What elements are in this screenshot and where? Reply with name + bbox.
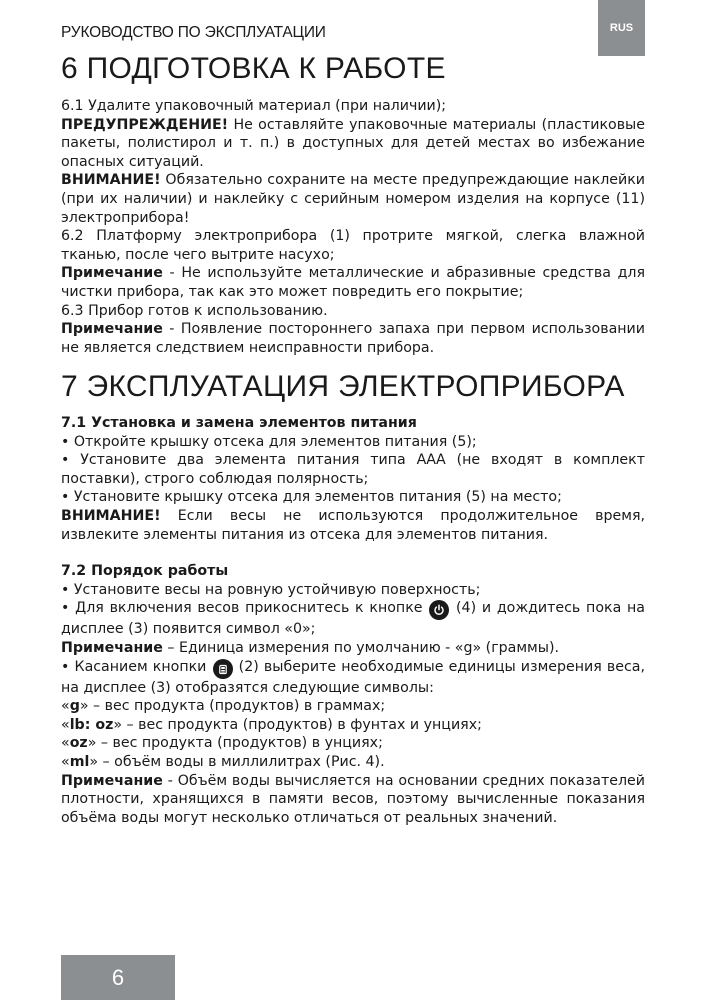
- note-text: – Единица измерения по умолчанию - «g» (граммы).: [162, 639, 559, 656]
- power-icon: [429, 600, 449, 620]
- bullet-install-batteries: • Установите два элемента питания типа ААА (не входят в комплект поставки), строго соблюдая полярность;: [61, 452, 645, 487]
- bullet-text: (2) выберите необходимые единицы измерения веса, на дисплее (3) отобразятся следующие символы:: [61, 658, 645, 696]
- note-label: Примечание: [61, 772, 163, 789]
- language-tab: RUS: [598, 0, 645, 56]
- unit-symbol: oz: [69, 735, 88, 752]
- section-6-body: [61, 97, 645, 357]
- bullet-text: • Для включения весов прикоснитесь к кнопке: [61, 600, 429, 617]
- note-text: - Не используйте металлические и абразивные средства для чистки прибора, так как это может повредить его покрытие;: [61, 265, 645, 300]
- attention-text: Обязательно сохраните на месте предупреждающие наклейки (при их наличии) и наклейку с серийным номером изделия на корпусе (11) электроприбора!: [61, 172, 645, 226]
- bullet-open-cover: • Откройте крышку отсека для элементов питания (5);: [61, 433, 477, 450]
- section-6-title: 6 ПОДГОТОВКА К РАБОТЕ: [61, 52, 446, 85]
- note-text: - Объём воды вычисляется на основании средних показателей плотности, хранящихся в памяти весов, поэтому вычисленные показания объёма воды могут несколько отличаться от реальных значений.: [61, 772, 645, 826]
- unit-icon: [213, 659, 233, 679]
- attention-label: ВНИМАНИЕ!: [61, 172, 161, 189]
- bullet-text: (4) и дождитесь пока на дисплее (3) появится символ «0»;: [61, 600, 645, 638]
- attention-text: Если весы не используются продолжительное время, извлеките элементы питания из отсека для элементов питания.: [61, 507, 645, 543]
- step-6-1: 6.1 Удалите упаковочный материал (при наличии);: [61, 98, 447, 114]
- attention-label: ВНИМАНИЕ!: [61, 507, 161, 524]
- water-volume-note: [61, 772, 645, 828]
- note-label: Примечание: [61, 265, 163, 282]
- bullet-place-scale: • Установите весы на ровную устойчивую поверхность;: [61, 581, 481, 598]
- bullet-select-unit: [61, 658, 645, 698]
- section-7-title: 7 ЭКСПЛУАТАЦИЯ ЭЛЕКТРОПРИБОРА: [61, 370, 625, 403]
- unit-symbol: lb: oz: [69, 716, 114, 733]
- bullet-power-on: [61, 599, 645, 639]
- section-7-body: [61, 414, 645, 827]
- unit-grams: «g» – вес продукта (продуктов) в граммах;: [61, 698, 386, 715]
- step-6-2: 6.2 Платформу электроприбора (1) протрите мягкой, слегка влажной тканью, после чего вытрите насухо;: [61, 228, 645, 263]
- warning-text: Не оставляйте упаковочные материалы (пластиковые пакеты, полистирол и т. п.) в доступных для детей местах во избежание опасных ситуаций.: [61, 116, 645, 170]
- document-header-title: РУКОВОДСТВО ПО ЭКСПЛУАТАЦИИ: [61, 24, 326, 41]
- step-6-3: 6.3 Прибор готов к использованию.: [61, 302, 328, 319]
- unit-ounces: «oz» – вес продукта (продуктов) в унциях;: [61, 735, 383, 752]
- bullet-close-cover: • Установите крышку отсека для элементов питания (5) на место;: [61, 489, 562, 506]
- attention-paragraph: [61, 171, 645, 227]
- subsection-7-1-title: 7.1 Установка и замена элементов питания: [61, 415, 417, 431]
- page-number: 6: [61, 955, 175, 1000]
- spacer: [61, 544, 645, 562]
- battery-warning-paragraph: [61, 507, 645, 544]
- note-label: Примечание: [61, 321, 163, 338]
- default-unit-note: [61, 639, 645, 658]
- bullet-text: • Касанием кнопки: [61, 658, 212, 675]
- subsection-7-2-title: 7.2 Порядок работы: [61, 563, 229, 580]
- warning-paragraph: [61, 116, 645, 172]
- note-paragraph-1: [61, 264, 645, 301]
- note-label: Примечание: [61, 639, 163, 656]
- note-text: - Появление постороннего запаха при первом использовании не является следствием неисправности прибора.: [61, 321, 645, 356]
- warning-label: ПРЕДУПРЕЖДЕНИЕ!: [61, 116, 229, 133]
- unit-pounds-ounces: «lb: oz» – вес продукта (продуктов) в фунтах и унциях;: [61, 716, 482, 733]
- note-paragraph-2: [61, 320, 645, 357]
- unit-milliliters: «ml» – объём воды в миллилитрах (Рис. 4).: [61, 753, 385, 770]
- unit-symbol: g: [69, 698, 80, 715]
- unit-symbol: ml: [69, 753, 90, 770]
